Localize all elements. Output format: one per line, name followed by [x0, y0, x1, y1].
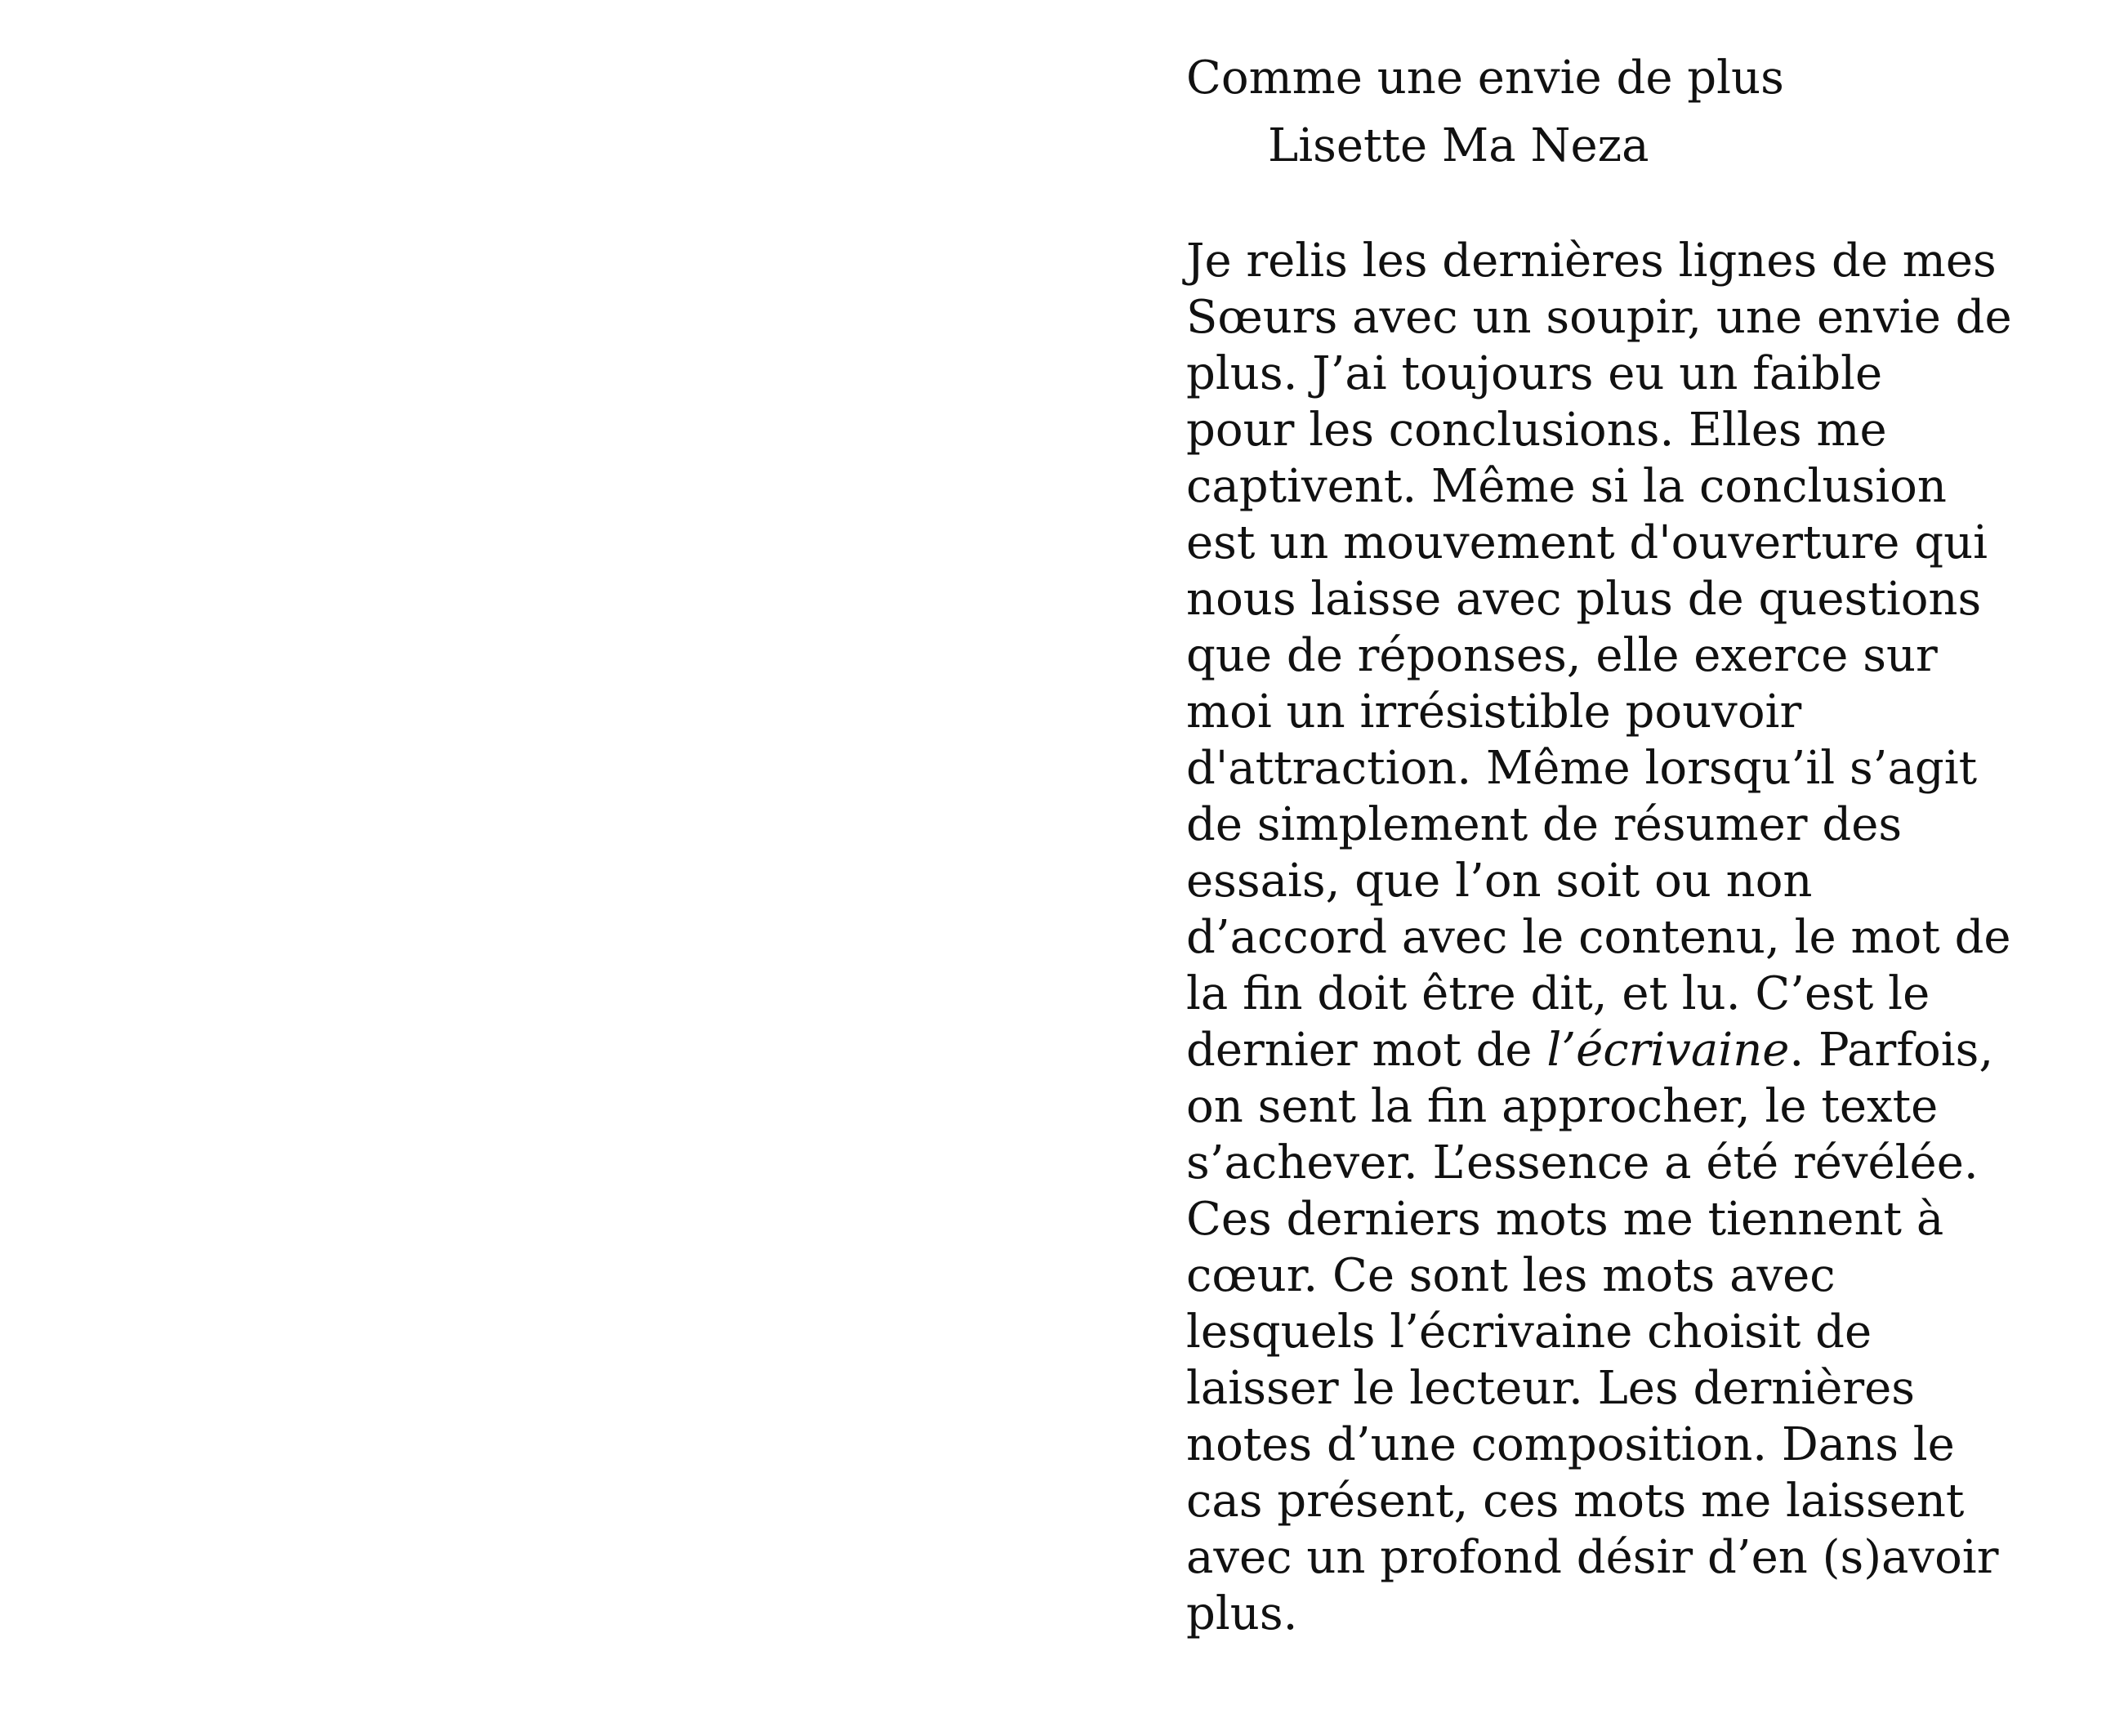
text-line: notes d’une composition. Dans le: [1186, 1418, 1955, 1471]
text-line: est un mouvement d'ouverture qui: [1186, 516, 1988, 569]
text-line: cas présent, ces mots me laissent: [1186, 1475, 1965, 1528]
italic-word: l’écrivaine: [1546, 1024, 1790, 1077]
text-line: laisser le lecteur. Les dernières: [1186, 1362, 1915, 1415]
text-line: la fin doit être dit, et lu. C’est le: [1186, 967, 1930, 1020]
document-title: Comme une envie de plus: [1186, 51, 1784, 105]
text-line: plus.: [1186, 1587, 1298, 1640]
text-line: Je relis les dernières lignes de mes: [1186, 234, 1997, 288]
text-line: d’accord avec le contenu, le mot de: [1186, 911, 2011, 964]
text-line: captivent. Même si la conclusion: [1186, 460, 1947, 513]
text-line: s’achever. L’essence a été révélée.: [1186, 1136, 1979, 1189]
text-fragment: . Parfois,: [1789, 1024, 1994, 1077]
body-paragraph: [1186, 233, 2101, 1642]
text-line: de simplement de résumer des: [1186, 798, 1903, 851]
text-line: on sent la fin approcher, le texte: [1186, 1080, 1939, 1133]
text-line: Ces derniers mots me tiennent à: [1186, 1193, 1944, 1246]
text-line: lesquels l’écrivaine choisit de: [1186, 1305, 1872, 1359]
text-line: essais, que l’on soit ou non: [1186, 855, 1813, 908]
text-line: que de réponses, elle exerce sur: [1186, 629, 1938, 682]
text-line: plus. J’ai toujours eu un faible: [1186, 347, 1883, 400]
text-fragment: dernier mot de: [1186, 1024, 1547, 1077]
text-line: nous laisse avec plus de questions: [1186, 573, 1982, 626]
text-line: Sœurs avec un soupir, une envie de: [1186, 291, 2012, 344]
right-text-page: [1062, 0, 2124, 1736]
text-line: avec un profond désir d’en (s)avoir: [1186, 1531, 1999, 1584]
text-line: d'attraction. Même lorsqu’il s’agit: [1186, 742, 1978, 795]
text-line: pour les conclusions. Elles me: [1186, 404, 1887, 457]
text-line-with-italic: [1186, 1022, 2101, 1078]
author-name: Lisette Ma Neza: [1268, 119, 1649, 172]
text-line: cœur. Ce sont les mots avec: [1186, 1249, 1836, 1302]
text-line: moi un irrésistible pouvoir: [1186, 685, 1802, 739]
